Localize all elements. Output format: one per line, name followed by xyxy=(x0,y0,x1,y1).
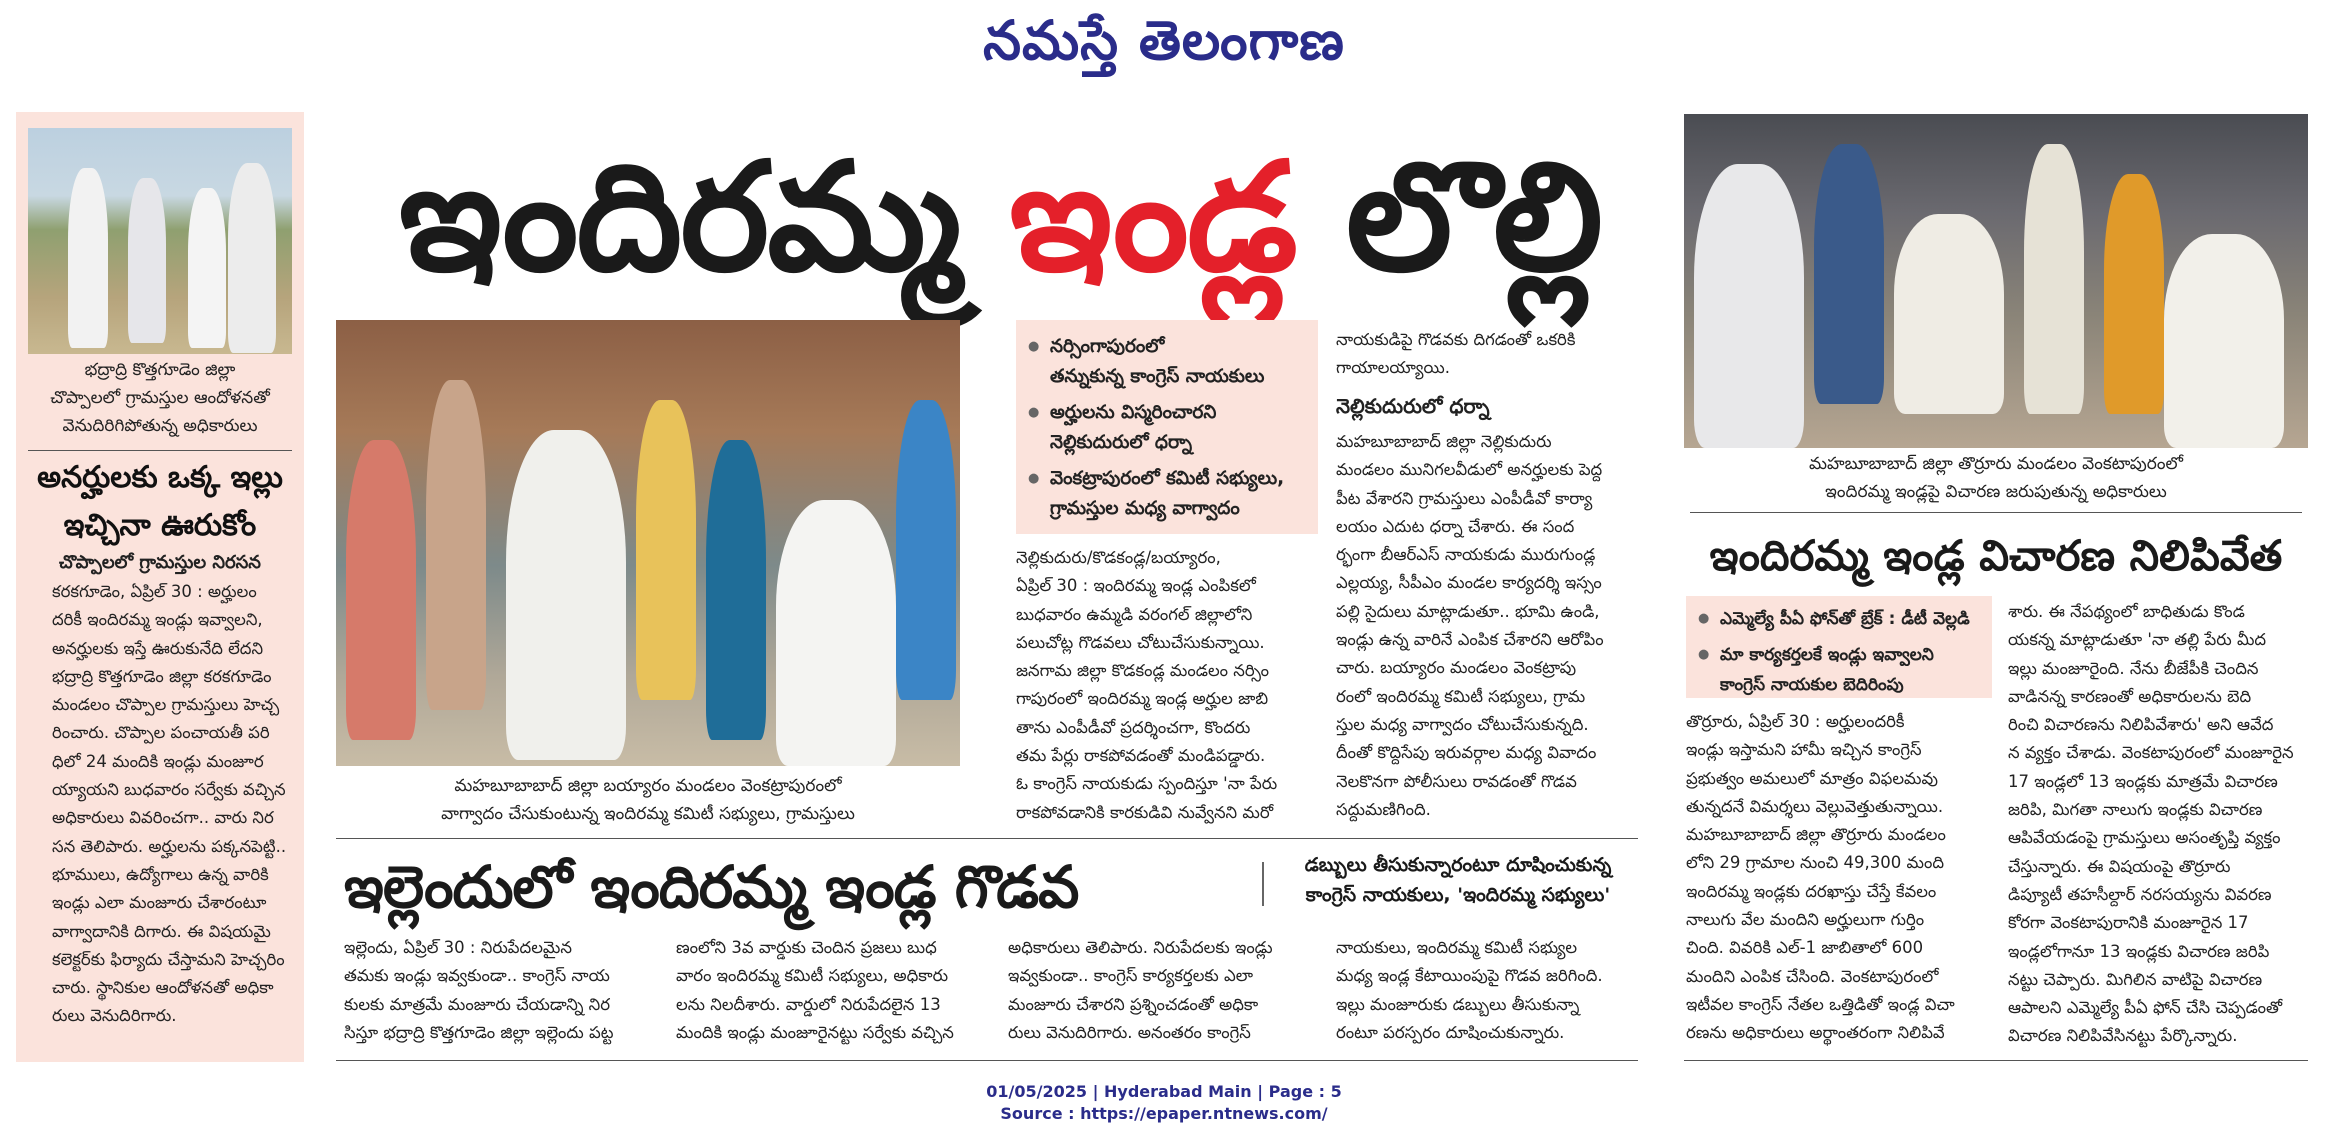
bottom-col-1: ఇల్లెందు, ఏప్రిల్ 30 : నిరుపేదలమైన తమకు ఇండ్లు ఇవ్వకుండా.. కాంగ్రెస్ నాయ కులకు మాత్రమే మంజూరు చేయడాన్ని నిర సిస్తూ భద్రాద్రి కొత్తగూడెం జిల్లా ఇల్లెందు పట్ట xyxy=(344,938,614,1042)
footer-date-edition: 01/05/2025 | Hyderabad Main | Page : 5 xyxy=(986,1082,1342,1101)
middle-story-subhead: నెల్లికుదురులో ధర్నా xyxy=(1336,394,1490,418)
bottom-col-2: ణంలోని 3వ వార్డుకు చెందిన ప్రజలు బుధ వారం ఇందిరమ్మ కమిటీ సభ్యులు, అధికారు లను నిలదీశారు. వార్డులో నిరుపేదలైన 13 మందికి ఇండ్లు మంజూరైనట్టు సర్వేకు వచ్చిన xyxy=(676,938,954,1042)
right-photo-caption: మహబూబాబాద్ జిల్లా తొర్రూరు మండలం వెంకటాపురంలో ఇందిరమ్మ ఇండ్లపై విచారణ జరుపుతున్న అధికారులు xyxy=(1809,454,2183,502)
left-headline: అనర్హులకు ఒక్క ఇల్లు ఇచ్చినా ఊరుకోం xyxy=(37,460,283,543)
left-divider xyxy=(28,450,292,451)
main-headline-part1: ఇందిరమ్మ xyxy=(398,131,1010,305)
right-highlights-box xyxy=(1686,596,1992,698)
middle-story-body: మహబూబాబాద్ జిల్లా నెల్లికుదురు మండలం మునిగలవీడులో అనర్హులకు పెద్ద పీట వేశారని గ్రామస్తులు ఎంపీడీవో కార్యా లయం ఎదుట ధర్నా చేశారు. ఈ సంద ర్భంగా బీఆర్ఎస్ నాయకుడు మురుగుండ్ల ఎల్లయ్య, సీపీఎం మండల కార్యదర్శి ఇస్సం పల్లి సైదులు మాట్లాడుతూ.. భూమి ఉండి, ఇండ్లు ఉన్న వారినే ఎంపిక చేశారని ఆరోపిం చారు. బయ్యారం మండలం వెంకట్రాపు రంలో ఇందిరమ్మ కమిటీ సభ్యులు, గ్రామ స్తుల మధ్య వాగ్వాదం చోటుచేసుకున్నది. దీంతో కొద్దిసేపు ఇరువర్గాల మధ్య వివాదం నెలకొనగా పోలీసులు రావడంతో గొడవ సద్దుమణిగింది. xyxy=(1336,432,1604,819)
left-photo xyxy=(28,128,292,354)
right-headline: ఇందిరమ్మ ఇండ్ల విచారణ నిలిపివేత xyxy=(1709,531,2283,580)
right-end-rule xyxy=(1684,1060,2308,1061)
highlight-item: ● వెంకట్రాపురంలో కమిటీ సభ్యులు, గ్రామస్తుల మధ్య వాగ్వాదం xyxy=(1050,464,1308,524)
highlight-item: ● నర్సింగాపురంలో తన్నుకున్న కాంగ్రెస్ నాయకులు xyxy=(1050,332,1308,392)
right-highlight-item: ● ఎమ్మెల్యే పీఏ ఫోన్‌తో బ్రేక్ : డీటీ వెల్లడి xyxy=(1720,604,1982,634)
highlights-box xyxy=(1016,320,1318,534)
masthead-logo: నమస్తే తెలంగాణ xyxy=(983,8,1345,72)
bottom-deck-divider xyxy=(1262,862,1264,906)
left-story-body: కరకగూడెం, ఏప్రిల్ 30 : అర్హులం దరికీ ఇందిరమ్మ ఇండ్లు ఇవ్వాలని, అనర్హులకు ఇస్తే ఊరుకునేది లేదని భద్రాద్రి కొత్తగూడెం జిల్లా కరకగూడెం మండలం చొప్పాల గ్రామస్తులు హెచ్చ రించారు. చొప్పాల పంచాయతీ పరి ధిలో 24 మందికి ఇండ్లు మంజూర య్యాయని బుధవారం సర్వేకు వచ్చిన అధికారులు వివరించగా.. వారు నిర సన తెలిపారు. అర్హులను పక్కనపెట్టి.. భూములు, ఉద్యోగాలు ఉన్న వారికి ఇండ్లు ఎలా మంజూరు చేశారంటూ వాగ్వాదానికి దిగారు. ఈ విషయమై కలెక్టర్‌కు ఫిర్యాదు చేస్తామని హెచ్చరిం చారు. స్థానికుల ఆందోళనతో అధికా రులు వెనుదిరిగారు. xyxy=(52,582,287,1026)
center-photo-caption: మహబూబాబాద్ జిల్లా బయ్యారం మండలం వెంకట్రాపురంలో వాగ్వాదం చేసుకుంటున్న ఇందిరమ్మ కమిటీ సభ్యులు, గ్రామస్తులు xyxy=(441,776,855,824)
left-subhead: చొప్పాలలో గ్రామస్తుల నిరసన xyxy=(59,552,261,573)
right-highlight-item: ● మా కార్యకర్తలకే ఇండ్లు ఇవ్వాలని కాంగ్రెస్ నాయకుల బెదిరింపు xyxy=(1720,640,1982,700)
bottom-col-4: నాయకులు, ఇందిరమ్మ కమిటీ సభ్యుల మధ్య ఇండ్ల కేటాయింపుపై గొడవ జరిగింది. ఇల్లు మంజూరుకు డబ్బులు తీసుకున్నా రంటూ పరస్పరం దూషించుకున్నారు. xyxy=(1336,938,1603,1042)
highlight-item: ● అర్హులను విస్మరించారని నెల్లికుదురులో ధర్నా xyxy=(1050,398,1308,458)
right-story-body-left: తొర్రూరు, ఏప్రిల్ 30 : అర్హులందరికీ ఇండ్లు ఇస్తామని హామీ ఇచ్చిన కాంగ్రెస్ ప్రభుత్వం అమలులో మాత్రం విఫలమవు తున్నదనే విమర్శలు వెల్లువెత్తుతున్నాయి. మహబూబాబాద్ జిల్లా తొర్రూరు మండలం లోని 29 గ్రామాల నుంచి 49,300 మంది ఇందిరమ్మ ఇండ్లకు దరఖాస్తు చేస్తే కేవలం నాలుగు వేల మందిని అర్హులుగా గుర్తిం చింది. వివరికి ఎల్-1 జాబితాలో 600 మందిని ఎంపిక చేసింది. వెంకటాపురంలో ఇటీవల కాంగ్రెస్ నేతల ఒత్తిడితో ఇండ్ల విచా రణను అధికారులు అర్థాంతరంగా నిలిపివే xyxy=(1686,712,1955,1043)
bottom-col-3: అధికారులు తెలిపారు. నిరుపేదలకు ఇండ్లు ఇవ్వకుండా.. కాంగ్రెస్ కార్యకర్తలకు ఎలా మంజూరు చేశారని ప్రశ్నించడంతో అధికా రులు వెనుదిరిగారు. అనంతరం కాంగ్రెస్ xyxy=(1008,938,1273,1042)
main-headline-part3: లొల్లి xyxy=(1295,131,1602,305)
center-photo xyxy=(336,320,960,766)
center-story-body: నెల్లికుదురు/కొడకండ్ల/బయ్యారం, ఏప్రిల్ 30 : ఇందిరమ్మ ఇండ్ల ఎంపికలో బుధవారం ఉమ్మడి వరంగల్ జిల్లాలోని పలుచోట్ల గొడవలు చోటుచేసుకున్నాయి. జనగామ జిల్లా కొడకండ్ల మండలం నర్సిం గాపురంలో ఇందిరమ్మ ఇండ్ల అర్హుల జాబి తాను ఎంపీడీవో ప్రదర్శించగా, కొందరు తమ పేర్లు రాకపోవడంతో మండిపడ్డారు. ఓ కాంగ్రెస్ నాయకుడు స్పందిస్తూ 'నా పేరు రాకపోవడానికి కారకుడివి నువ్వేనని మరో xyxy=(1016,548,1278,822)
main-headline xyxy=(330,118,1670,318)
left-photo-caption: భద్రాద్రి కొత్తగూడెం జిల్లా చొప్పాలలో గ్రామస్తుల ఆందోళనతో వెనుదిరిగిపోతున్న అధికారులు xyxy=(50,360,270,436)
middle-story-top: నాయకుడిపై గొడవకు దిగడంతో ఒకరికి గాయాలయ్యాయి. xyxy=(1336,330,1576,378)
bottom-top-rule xyxy=(336,838,1638,839)
right-photo xyxy=(1684,114,2308,448)
right-divider xyxy=(1690,512,2302,513)
bottom-headline: ఇల్లెందులో ఇందిరమ్మ ఇండ్ల గొడవ xyxy=(344,853,1079,921)
main-headline-part2: ఇండ్ల xyxy=(1009,131,1296,305)
right-story-body-right: శారు. ఈ నేపథ్యంలో బాధితుడు కొండ యకన్న మాట్లాడుతూ 'నా తల్లి పేరు మీద ఇల్లు మంజూరైంది. నేను బీజేపీకి చెందిన వాడినన్న కారణంతో అధికారులను బెది రించి విచారణను నిలిపివేశారు' అని ఆవేద న వ్యక్తం చేశాడు. వెంకటాపురంలో మంజూరైన 17 ఇండ్లలో 13 ఇండ్లకు మాత్రమే విచారణ జరిపి, మిగతా నాలుగు ఇండ్లకు విచారణ ఆపివేయడంపై గ్రామస్తులు అసంతృప్తి వ్యక్తం చేస్తున్నారు. ఈ విషయంపై తొర్రూరు డిప్యూటీ తహసీల్దార్ నరసయ్యను వివరణ కోరగా వెంకటాపురానికి మంజూరైన 17 ఇండ్లలోగానూ 13 ఇండ్లకు విచారణ జరిపి నట్టు చెప్పారు. మిగిలిన వాటిపై విచారణ ఆపాలని ఎమ్మెల్యే పీఏ ఫోన్ చేసి చెప్పడంతో విచారణ నిలిపివేసినట్టు పేర్కొన్నారు. xyxy=(2008,602,2294,1046)
footer-source-link[interactable]: Source : https://epaper.ntnews.com/ xyxy=(1000,1104,1328,1123)
left-column xyxy=(16,112,304,1062)
bottom-deck: డబ్బులు తీసుకున్నారంటూ దూషించుకున్న కాంగ్రెస్ నాయకులు, 'ఇందిరమ్మ సభ్యులు' xyxy=(1304,854,1612,906)
bottom-end-rule xyxy=(336,1060,1638,1061)
